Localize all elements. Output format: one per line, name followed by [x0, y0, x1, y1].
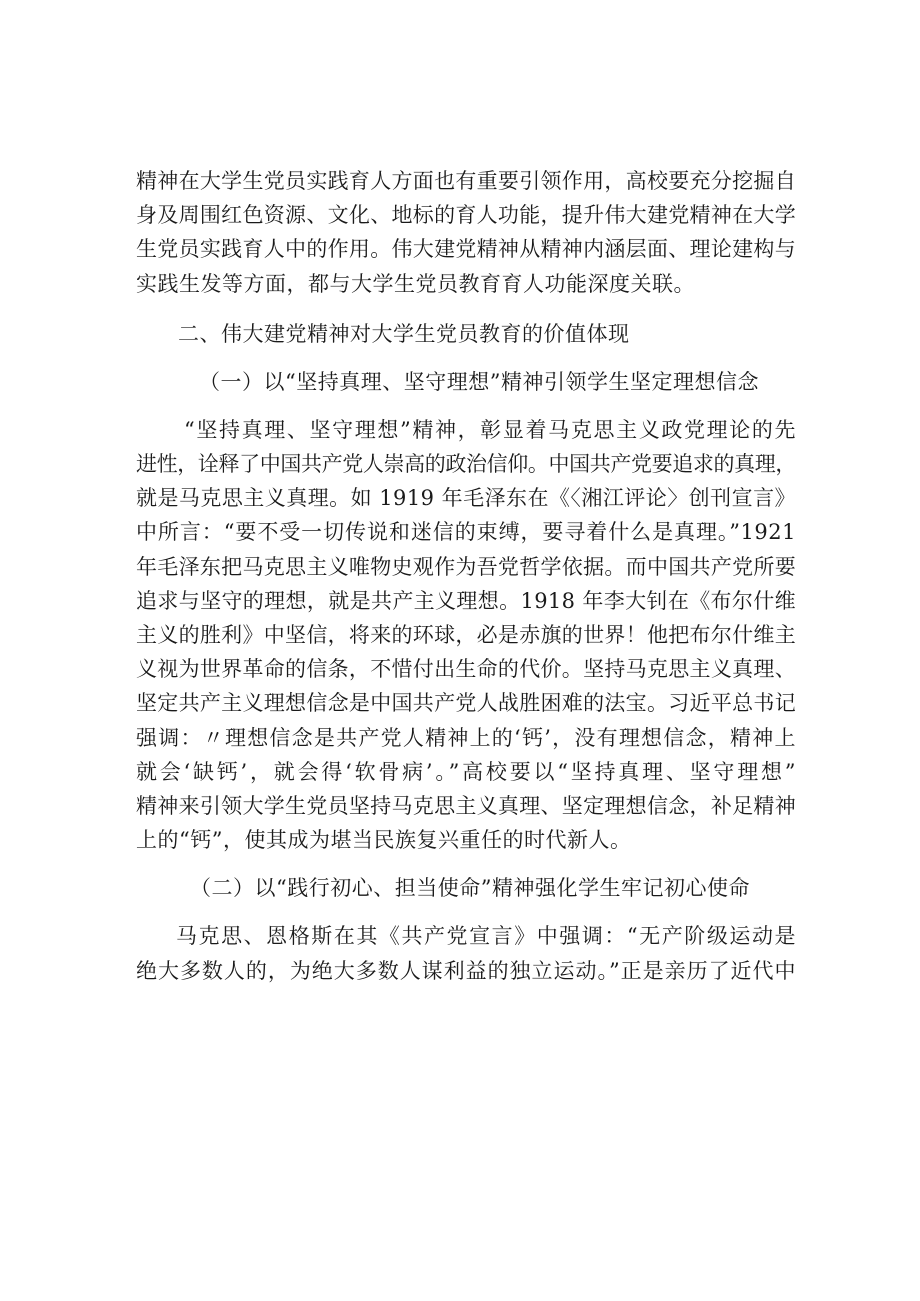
document-body	[136, 164, 796, 988]
subsection-heading-1: （一）以“坚持真理、坚守理想”精神引领学生坚定理想信念	[199, 369, 759, 394]
text-line: 进性，诠释了中国共产党人崇高的政治信仰。中国共产党要追求的真理，	[136, 452, 796, 477]
text-line: 追求与坚守的理想，就是共产主义理想。1918 年李大钊在《布尔什维	[136, 588, 796, 613]
text-line: 马克思、恩格斯在其《共产党宣言》中强调：“无产阶级运动是	[176, 924, 796, 949]
text-line: 强调：〃理想信念是共产党人精神上的‘钙’，没有理想信念，精神上	[136, 725, 796, 750]
intro-paragraph	[136, 164, 796, 301]
text-line: 中所言：“要不受一切传说和迷信的束缚，要寻着什么是真理。”1921	[136, 520, 796, 545]
text-line: 身及周围红色资源、文化、地标的育人功能，提升伟大建党精神在大学	[136, 203, 796, 228]
text-line: 精神来引领大学生党员坚持马克思主义真理、坚定理想信念，补足精神	[136, 794, 796, 819]
text-line: 上的“钙”，使其成为堪当民族复兴重任的时代新人。	[136, 828, 632, 853]
subsection-1-paragraph	[136, 413, 796, 858]
text-line: 义视为世界革命的信条，不惜付出生命的代价。坚持马克思主义真理、	[136, 657, 796, 682]
text-line: 年毛泽东把马克思主义唯物史观作为吾党哲学依据。而中国共产党所要	[136, 554, 796, 579]
text-line: 就会‘缺钙’，就会得‘软骨病’。”高校要以“坚持真理、坚守理想”	[136, 759, 796, 784]
text-line: “坚持真理、坚守理想”精神，彰显着马克思主义政党理论的先	[184, 417, 796, 442]
text-line: 坚定共产主义理想信念是中国共产党人战胜困难的法宝。习近平总书记	[136, 691, 796, 716]
subsection-2-paragraph	[136, 919, 796, 987]
text-line: 绝大多数人的，为绝大多数人谋利益的独立运动。”正是亲历了近代中	[136, 958, 796, 983]
section-heading-2: 二、伟大建党精神对大学生党员教育的价值体现	[178, 321, 630, 346]
subsection-heading-2: （二）以“践行初心、担当使命”精神强化学生牢记初心使命	[190, 876, 750, 901]
text-line: 主义的胜利》中坚信，将来的环球，必是赤旗的世界！他把布尔什维主	[136, 623, 796, 648]
text-line: 生党员实践育人中的作用。伟大建党精神从精神内涵层面、理论建构与	[136, 237, 796, 262]
text-line: 精神在大学生党员实践育人方面也有重要引领作用，高校要充分挖掘自	[136, 169, 796, 193]
text-line: 就是马克思主义真理。如 1919 年毛泽东在《〈湘江评论〉创刊宣言》	[136, 486, 796, 511]
text-line: 实践生发等方面，都与大学生党员教育育人功能深度关联。	[136, 271, 695, 296]
